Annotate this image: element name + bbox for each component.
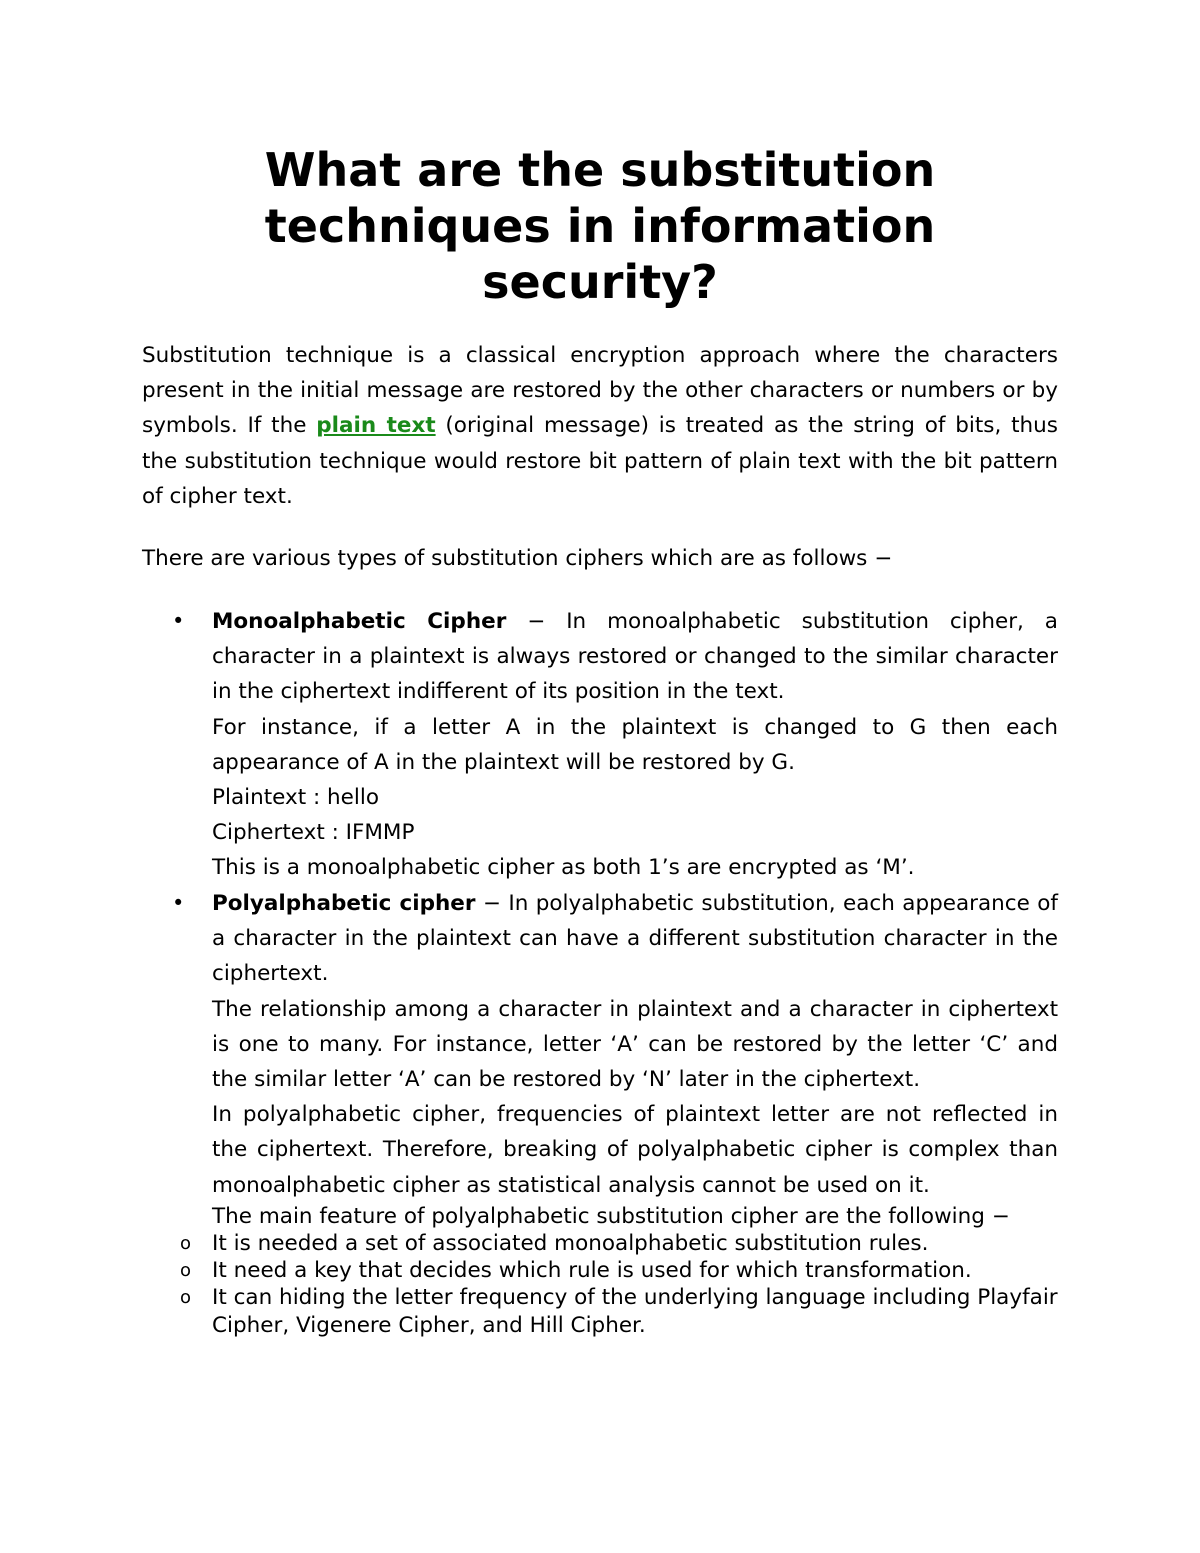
bullet-icon: • bbox=[172, 609, 185, 633]
intro-paragraph bbox=[142, 338, 1058, 514]
monoalphabetic-ciphertext: Ciphertext : IFMMP bbox=[212, 820, 415, 846]
polyalphabetic-features-intro: The main feature of polyalphabetic substitution cipher are the following − bbox=[212, 1203, 1010, 1229]
sub-bullet-icon: o bbox=[180, 1233, 192, 1255]
monoalphabetic-note: This is a monoalphabetic cipher as both 1’s are encrypted as ‘M’. bbox=[212, 855, 915, 881]
polyalphabetic-frequencies: In polyalphabetic cipher, frequencies of plaintext letter are not reflected in the ciphertext. Therefore, breaking of polyalphabetic cipher is complex than monoalphabetic cipher as statistical analysis cannot be used on it. bbox=[212, 1102, 1058, 1198]
feature-text: It can hiding the letter frequency of the underlying language including Playfair Cipher, Vigenere Cipher, and Hill Cipher. bbox=[212, 1285, 1058, 1338]
feature-text: It need a key that decides which rule is used for which transformation. bbox=[212, 1258, 972, 1284]
monoalphabetic-plaintext: Plaintext : hello bbox=[212, 785, 380, 811]
cipher-list-monoalphabetic bbox=[142, 604, 1058, 886]
page-title: What are the substitution techniques in information security? bbox=[264, 143, 936, 309]
monoalphabetic-term: Monoalphabetic Cipher bbox=[212, 609, 507, 634]
monoalphabetic-example: For instance, if a letter A in the plaintext is changed to G then each appearance of A in the plaintext will be restored by G. bbox=[212, 714, 1058, 775]
intro-text-before-link: Substitution technique is a classical encryption approach where the characters present in the initial message are restored by the other characters or numbers or by symbols. If the bbox=[142, 343, 1058, 439]
features-container bbox=[142, 1230, 1058, 1339]
polyalphabetic-relationship: The relationship among a character in plaintext and a character in ciphertext is one to many. For instance, letter ‘A’ can be restored by the letter ‘C’ and the similar letter ‘A’ can be restored by ‘N’ later in the ciphertext. bbox=[212, 996, 1058, 1093]
bullet-icon: • bbox=[172, 891, 185, 915]
feature-item bbox=[142, 1230, 1058, 1257]
list-item-monoalphabetic bbox=[142, 604, 1058, 886]
feature-text: It is needed a set of associated monoalphabetic substitution rules. bbox=[212, 1231, 929, 1257]
features-list bbox=[142, 1230, 1058, 1339]
polyalphabetic-description bbox=[212, 886, 1058, 992]
polyalphabetic-term: Polyalphabetic cipher bbox=[212, 891, 476, 916]
monoalphabetic-description-text: − In monoalphabetic substitution cipher, a character in a plaintext is always restored or changed to the similar character in the ciphertext indifferent of its position in the text. bbox=[212, 609, 1058, 705]
polyalphabetic-description-text: − In polyalphabetic substitution, each appearance of a character in the plaintext can have a different substitution character in the ciphertext. bbox=[212, 891, 1058, 987]
feature-item bbox=[142, 1284, 1058, 1338]
intro-text-after-link: (original message) is treated as the string of bits, thus the substitution technique would restore bit pattern of plain text with the bit pattern of cipher text. bbox=[142, 413, 1058, 509]
types-intro-paragraph: There are various types of substitution ciphers which are as follows − bbox=[142, 546, 893, 571]
monoalphabetic-description bbox=[212, 604, 1058, 710]
sub-bullet-icon: o bbox=[180, 1260, 192, 1282]
sub-bullet-icon: o bbox=[180, 1287, 192, 1309]
feature-item bbox=[142, 1257, 1058, 1284]
cipher-list-polyalphabetic bbox=[142, 886, 1058, 1339]
list-item-polyalphabetic bbox=[142, 886, 1058, 1230]
plain-text-link[interactable]: plain text bbox=[316, 413, 436, 439]
